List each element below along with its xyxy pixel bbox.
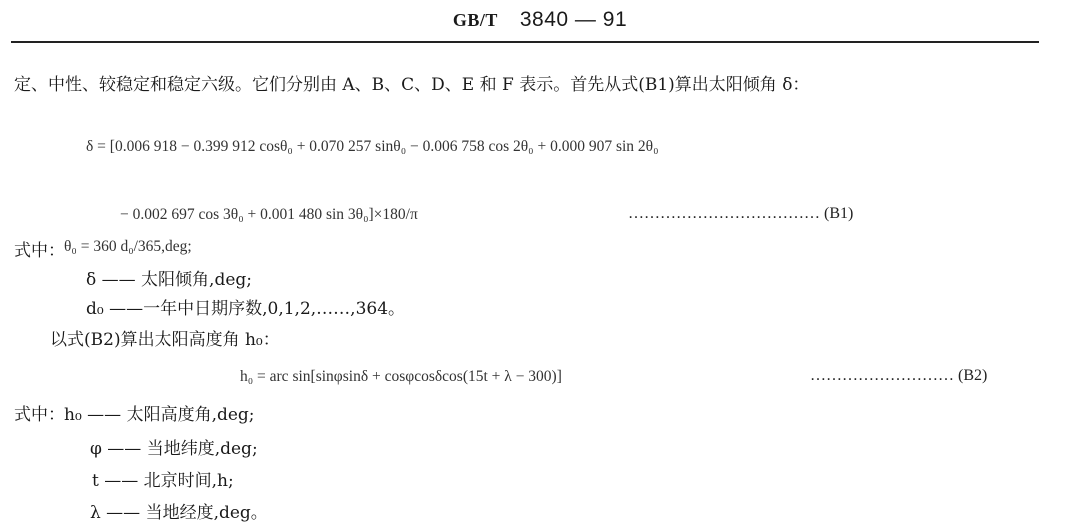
formula-b1-line2: − 0.002 697 cos 3θ₀ + 0.001 480 sin 3θ₀]×180/π (120, 206, 418, 223)
standard-code: GB/T (452, 10, 498, 30)
where-label-2: 式中： (14, 405, 65, 425)
where-label-1: 式中： (14, 241, 65, 261)
header-rule (11, 41, 1039, 43)
h0-definition: h₀ —— 太阳高度角,deg; (64, 405, 255, 425)
formula-b1-line1: δ = [0.006 918 − 0.399 912 cosθ₀ + 0.070 257 sinθ₀ − 0.006 758 cos 2θ₀ + 0.000 907 sin 2θ₀ (86, 138, 659, 155)
standard-number: 3840 — 91 (519, 8, 628, 31)
lambda-definition: λ —— 当地经度,deg。 (90, 503, 268, 523)
formula-b2: h₀ = arc sin[sinφsinδ + cosφcosδcos(15t + λ − 300)] (240, 368, 562, 385)
equation-tag-b1: ……………………………… (B1) (628, 205, 854, 222)
page-header (0, 8, 1080, 32)
intro-paragraph: 定、中性、较稳定和稳定六级。它们分别由 A、B、C、D、E 和 F 表示。首先从式(B1)算出太阳倾角 δ： (14, 75, 810, 95)
b2-intro: 以式(B2)算出太阳高度角 h₀： (50, 330, 280, 350)
equation-tag-b2: ……………………… (B2) (810, 367, 988, 384)
phi-definition: φ —— 当地纬度,deg; (90, 439, 258, 459)
theta-definition: θ₀ = 360 d₀/365,deg; (64, 238, 192, 255)
delta-definition: δ —— 太阳倾角,deg; (86, 270, 252, 290)
t-definition: t —— 北京时间,h; (92, 471, 234, 491)
d0-definition: d₀ ——一年中日期序数,0,1,2,……,364。 (86, 299, 406, 319)
